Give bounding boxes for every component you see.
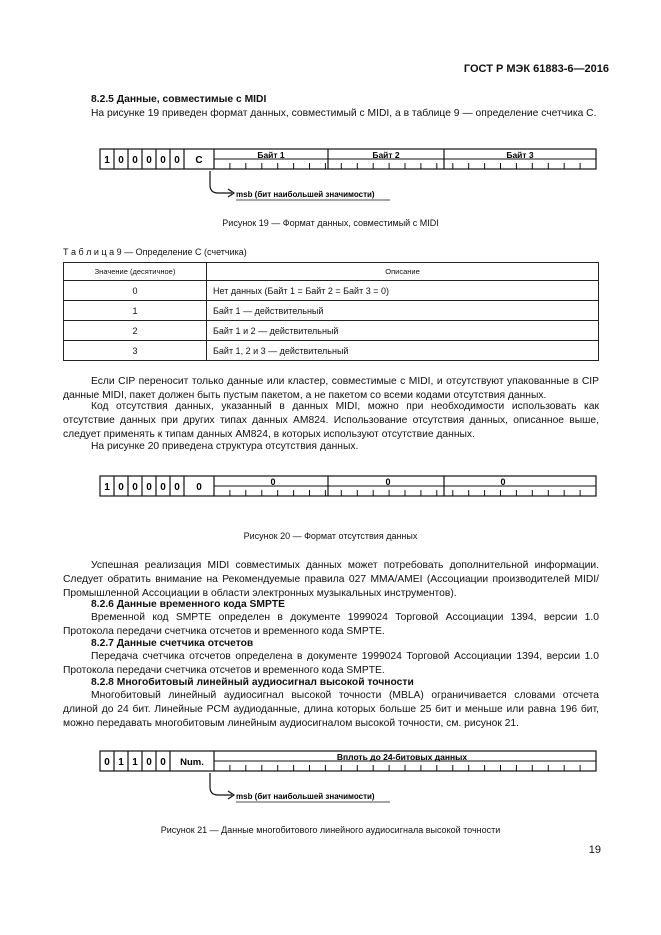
figure-19-diagram bbox=[60, 143, 600, 205]
table-row bbox=[64, 341, 599, 361]
fig21-num-field: Num. bbox=[180, 757, 204, 768]
fig20-bit-ticks bbox=[230, 490, 580, 496]
fig21-bit-0: 0 bbox=[104, 757, 110, 768]
fig19-bit-2: 0 bbox=[132, 155, 138, 166]
success-para: Успешная реализация MIDI совместимых данных может потребовать дополнительной информации. Следует обратить внимание на Рекомендуемые правила 027 MMA/AMEI (Ассоциации производителей MIDI/Промышленной Ассоциации в области электронных музыкальных инструментов). bbox=[63, 560, 599, 599]
table-9-col-desc: Описание bbox=[207, 263, 599, 281]
fig21-bit-2: 1 bbox=[132, 757, 138, 768]
table-cell-value: 3 bbox=[64, 341, 207, 361]
figure-19-caption: Рисунок 19 — Формат данных, совместимый с MIDI bbox=[222, 218, 439, 228]
fig21-bit-ticks bbox=[230, 765, 580, 771]
fig20-bit-1: 0 bbox=[118, 482, 124, 493]
table-row bbox=[64, 321, 599, 341]
figure-20-diagram bbox=[60, 470, 600, 506]
fig19-msb-label: msb (бит наибольшей значимости) bbox=[236, 190, 375, 199]
section-8-2-6-heading: 8.2.6 Данные временного кода SMPTE bbox=[91, 599, 285, 610]
figure-20-caption: Рисунок 20 — Формат отсутствия данных bbox=[243, 531, 418, 541]
cip-para-1: Если CIP переносит только данные или кластер, совместимые с MIDI, и отсутствуют упакованные в CIP данные MIDI, пакет должен быть пустым пакетом, а не пакетом со всеми кодами отсутствия данных. bbox=[63, 376, 599, 401]
fig19-byte1-label: Байт 1 bbox=[257, 150, 285, 160]
fig19-bit-4: 0 bbox=[160, 155, 166, 166]
table-row bbox=[64, 281, 599, 301]
fig20-bit-5: 0 bbox=[174, 482, 180, 493]
table-cell-desc: Нет данных (Байт 1 = Байт 2 = Байт 3 = 0) bbox=[207, 281, 599, 301]
table-cell-desc: Байт 1, 2 и 3 — действительный bbox=[207, 341, 599, 361]
fig20-byte2-value: 0 bbox=[385, 477, 391, 487]
fig20-bit-4: 0 bbox=[160, 482, 166, 493]
section-8-2-7-para: Передача счетчика отсчетов определена в документе 1999024 Торговой Ассоциации 1394, версии 1.0 Протокола передачи счетчика отсчетов и временного кода SMPTE. bbox=[63, 651, 599, 676]
fig21-data-label: Вплоть до 24-битовых данных bbox=[336, 752, 468, 762]
section-8-2-8-para: Многобитовый линейный аудиосигнал высокой точности (MBLA) ограничивается словами отсчета длиной до 24 бит. Линейные PCM аудиоданные, длина которых больше 25 бит и меньше или равна 196 бит, можно передавать многобитовым линейным аудиосигналом высокой точности, см. рисунок 21. bbox=[63, 690, 599, 729]
fig20-bit-0: 1 bbox=[104, 482, 110, 493]
fig19-bit-3: 0 bbox=[146, 155, 152, 166]
table-9-col-value: Значение (десятичное) bbox=[64, 263, 207, 281]
section-8-2-7-heading: 8.2.7 Данные счетчика отсчетов bbox=[91, 638, 254, 649]
table-cell-value: 1 bbox=[64, 301, 207, 321]
figure-21-diagram bbox=[60, 745, 600, 807]
fig20-bit-3: 0 bbox=[146, 482, 152, 493]
figure-21-caption: Рисунок 21 — Данные многобитового линейного аудиосигнала высокой точности bbox=[160, 825, 501, 835]
fig19-byte3-label: Байт 3 bbox=[506, 150, 534, 160]
fig19-counter-c: C bbox=[195, 155, 203, 166]
section-8-2-6-para: Временной код SMPTE определен в документе 1999024 Торговой Ассоциации 1394, версии 1.0 Протокола передачи счетчика отсчетов и временного кода SMPTE. bbox=[63, 612, 599, 637]
fig20-bit-2: 0 bbox=[132, 482, 138, 493]
table-cell-value: 0 bbox=[64, 281, 207, 301]
table-9-title: Т а б л и ц а 9 — Определение C (счетчика) bbox=[63, 247, 247, 257]
fig20-byte1-value: 0 bbox=[270, 477, 276, 487]
section-8-2-5-para: На рисунке 19 приведен формат данных, совместимый с MIDI, а в таблице 9 — определение счетчика С. bbox=[91, 108, 597, 119]
fig19-bit-0: 1 bbox=[104, 155, 110, 166]
document-header: ГОСТ Р МЭК 61883-6—2016 bbox=[463, 63, 609, 75]
fig21-bit-3: 0 bbox=[146, 757, 152, 768]
fig19-byte2-label: Байт 2 bbox=[372, 150, 400, 160]
cip-para-2: Код отсутствия данных, указанный в данных MIDI, можно при необходимости использовать как отсутствие данных при других типах данных AM824. Использование отсутствия данных, описанное выше, следует применять к типам данных AM824, в которых используют отсутствие данных. bbox=[63, 401, 599, 440]
section-8-2-5-heading: 8.2.5 Данные, совместимые с MIDI bbox=[91, 94, 267, 105]
fig19-bit-5: 0 bbox=[174, 155, 180, 166]
table-9-header-row bbox=[64, 263, 599, 281]
table-row bbox=[64, 301, 599, 321]
fig19-bit-1: 0 bbox=[118, 155, 124, 166]
fig21-bit-1: 1 bbox=[118, 757, 124, 768]
fig20-byte3-value: 0 bbox=[500, 477, 506, 487]
section-8-2-8-heading: 8.2.8 Многобитовый линейный аудиосигнал высокой точности bbox=[91, 677, 414, 688]
fig21-bit-4: 0 bbox=[160, 757, 166, 768]
cip-para-3: На рисунке 20 приведена структура отсутствия данных. bbox=[91, 441, 359, 452]
fig19-bit-ticks bbox=[230, 163, 580, 169]
table-cell-desc: Байт 1 и 2 — действительный bbox=[207, 321, 599, 341]
table-9 bbox=[63, 262, 599, 361]
table-cell-value: 2 bbox=[64, 321, 207, 341]
fig21-msb-label: msb (бит наибольшей значимости) bbox=[236, 792, 375, 801]
table-cell-desc: Байт 1 — действительный bbox=[207, 301, 599, 321]
page-number: 19 bbox=[588, 844, 601, 856]
fig20-counter-zero: 0 bbox=[196, 482, 202, 493]
